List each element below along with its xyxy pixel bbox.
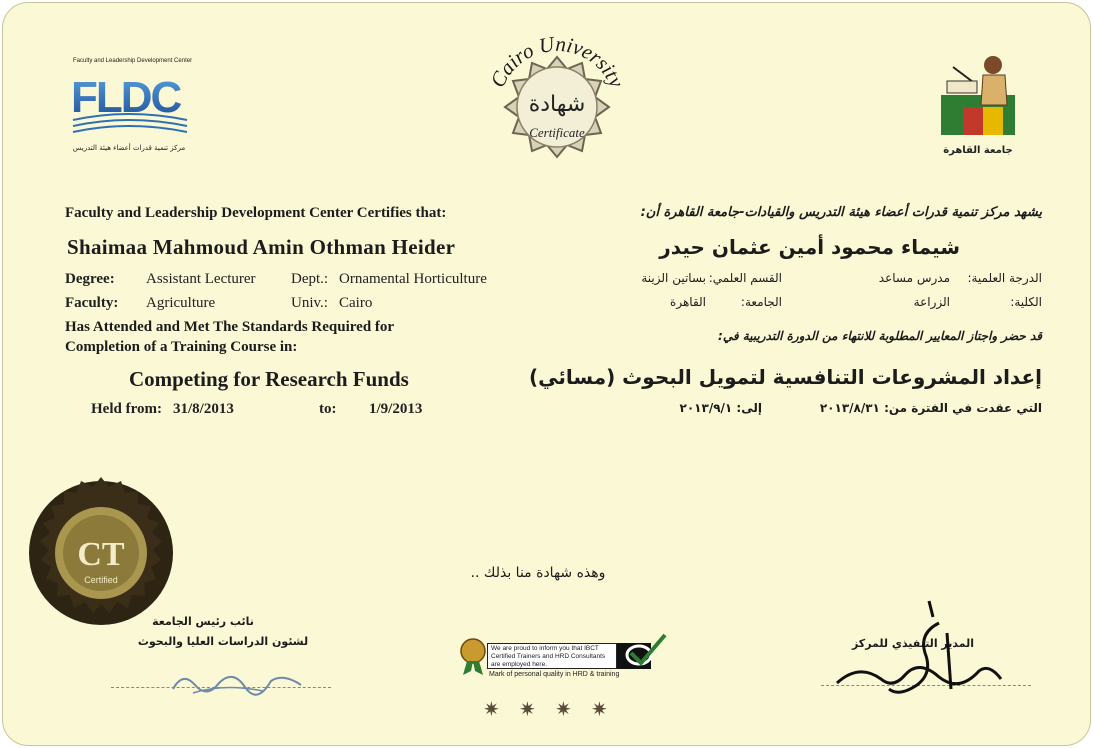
- left-signature: [163, 663, 313, 699]
- held-to-label: to:: [319, 401, 337, 417]
- left-signature-line: [111, 687, 331, 688]
- right-signature-graphic: [829, 593, 1009, 703]
- cu-logo-caption: جامعة القاهرة: [943, 145, 1013, 156]
- held-to-value: 1/9/2013: [369, 401, 423, 417]
- star-icon: ✷: [519, 699, 536, 721]
- fldc-logo: [69, 58, 193, 163]
- held-from-label: Held from:: [91, 401, 162, 417]
- certificate-seal: [477, 17, 637, 197]
- recipient-name-en: Shaimaa Mahmoud Amin Othman Heider: [67, 235, 456, 259]
- fldc-caption-ar: مركز تنمية قدرات أعضاء هيئة التدريس: [72, 144, 186, 152]
- ct-seal-caption: Certified: [84, 575, 118, 585]
- course-title-ar: إعداد المشروعات التنافسية لتمويل البحوث (مسائي): [528, 365, 1042, 389]
- fldc-caption-en: Faculty and Leadership Development Center: [73, 58, 193, 64]
- intro-en: Faculty and Leadership Development Center Certifies that:: [65, 205, 447, 221]
- univ-value: Cairo: [339, 295, 373, 311]
- seal-graphic: [477, 17, 637, 197]
- checkmark-icon: [621, 631, 669, 667]
- ar-univ-value: القاهرة: [670, 295, 706, 309]
- attended-en-line2: Completion of a Training Course in:: [65, 339, 298, 355]
- attended-en-line1: Has Attended and Met The Standards Required for: [65, 319, 395, 335]
- degree-label: Degree:: [65, 271, 115, 287]
- degree-value: Assistant Lecturer: [146, 271, 256, 287]
- univ-label: Univ.:: [291, 295, 328, 311]
- ibct-badge-caption: Mark of personal quality in HRD & training: [489, 671, 620, 678]
- ar-univ-label: الجامعة:: [740, 295, 782, 309]
- attended-ar: قد حضر واجتاز المعايير المطلوبة للانتهاء من الدورة التدريبية في:: [718, 329, 1042, 343]
- ar-dept-value: بساتين الزينة: [641, 271, 706, 285]
- ar-faculty-value: الزراعة: [913, 295, 950, 309]
- right-signature: [829, 593, 1009, 703]
- ct-seal-letters: CT: [77, 536, 125, 573]
- ar-dates-to: إلى: ٢٠١٣/٩/١: [679, 401, 762, 415]
- closing-line-ar: وهذه شهادة منا بذلك ..: [470, 565, 606, 581]
- ar-dept-label: القسم العلمي:: [708, 271, 782, 285]
- ar-degree-value: مدرس مساعد: [878, 271, 950, 285]
- ct-certified-seal: [21, 473, 181, 633]
- faculty-value: Agriculture: [146, 295, 216, 311]
- cairo-university-logo: [933, 45, 1023, 163]
- fldc-logo-text: FLDC: [71, 73, 181, 122]
- dept-label: Dept.:: [291, 271, 329, 287]
- left-signatory-title-1: نائب رئيس الجامعة: [152, 615, 254, 628]
- left-signature-graphic: [163, 663, 313, 699]
- right-signatory-title: المدير التنفيذي للمركز: [851, 637, 975, 650]
- ct-seal-graphic: [21, 473, 181, 633]
- ibct-badge: [459, 629, 683, 683]
- star-icon: ✷: [483, 699, 500, 721]
- held-from-value: 31/8/2013: [173, 401, 234, 417]
- seal-title-ar: شهادة: [528, 92, 586, 117]
- star-icon: ✷: [591, 699, 608, 721]
- certificate: [2, 2, 1091, 746]
- ibct-badge-text: We are proud to inform you that IBCT Certified Trainers and HRD Consultants are employed here.: [487, 643, 617, 669]
- star-icon: ✷: [555, 699, 572, 721]
- seal-university-text: Cairo University: [485, 31, 629, 92]
- faculty-label: Faculty:: [65, 295, 119, 311]
- intro-ar: يشهد مركز تنمية قدرات أعضاء هيئة التدريس والقيادات-جامعة القاهرة أن:: [640, 205, 1042, 220]
- ar-degree-label: الدرجة العلمية:: [967, 271, 1042, 285]
- seal-title-en: Certificate: [529, 125, 585, 140]
- fldc-logo-graphic: [69, 68, 189, 138]
- course-title-en: Competing for Research Funds: [129, 367, 409, 391]
- ar-faculty-label: الكلية:: [1010, 295, 1042, 309]
- cu-logo-graphic: [933, 45, 1023, 145]
- ar-dates-from: التي عقدت في الفترة من: ٢٠١٣/٨/٣١: [819, 401, 1042, 415]
- left-signatory-title-2: لشئون الدراسات العليا والبحوث: [137, 635, 309, 648]
- recipient-name-ar: شيماء محمود أمين عثمان حيدر: [659, 235, 960, 259]
- dept-value: Ornamental Horticulture: [339, 271, 487, 287]
